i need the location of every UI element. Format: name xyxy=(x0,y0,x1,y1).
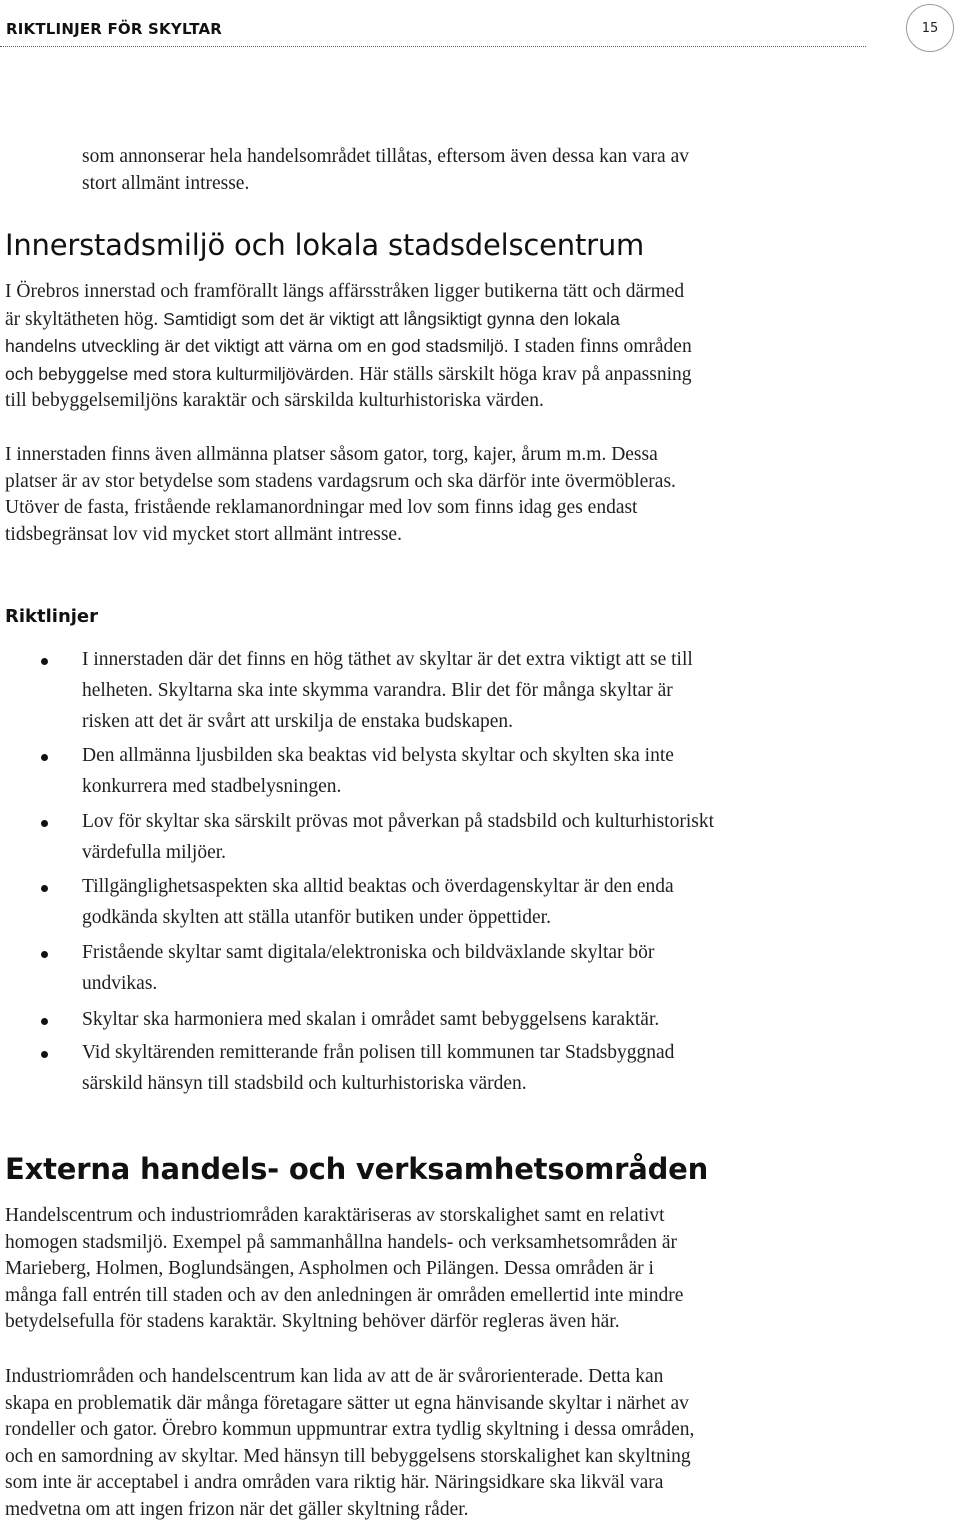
bullet-dot xyxy=(41,754,48,761)
paragraph-line: tidsbegränsat lov vid mycket stort allmänt intresse. xyxy=(5,523,402,545)
paragraph-line: medvetna om att ingen frizon när det gäller skyltning råder. xyxy=(5,1498,469,1520)
paragraph-line xyxy=(5,333,692,361)
guideline-line: Lov för skyltar ska särskilt prövas mot påverkan på stadsbild och kulturhistoriskt xyxy=(82,811,715,832)
paragraph-line: många fall entrén till staden och av den anledningen är områden emellertid inte mindre xyxy=(5,1284,684,1306)
paragraph-line: Industriområden och handelscentrum kan lida av att de är svårorienterade. Detta kan xyxy=(5,1366,664,1387)
paragraph-fragment: Samtidigt som det är viktigt att långsiktigt gynna den lokala xyxy=(163,308,620,329)
guideline-line: undvikas. xyxy=(82,973,158,994)
guideline-line: konkurrera med stadbelysningen. xyxy=(82,776,342,797)
running-header-title: RIKTLINJER FÖR SKYLTAR xyxy=(6,20,223,38)
bullet-dot xyxy=(41,658,48,665)
paragraph-fragment: och bebyggelse med stora kulturmiljövärden. xyxy=(5,363,355,384)
guideline-text xyxy=(82,1004,659,1035)
paragraph-line: skapa en problematik där många företagare sätter ut egna hänvisande skyltar i närhet av xyxy=(5,1392,689,1414)
guideline-line: godkända skylten att ställa utanför butiken under öppettider. xyxy=(82,907,551,928)
guideline-line: Tillgänglighetsaspekten ska alltid beaktas och överdagenskyltar är den enda xyxy=(82,876,674,897)
guideline-line: I innerstaden där det finns en hög täthet av skyltar är det extra viktigt att se till xyxy=(82,649,693,670)
guideline-line: Den allmänna ljusbilden ska beaktas vid belysta skyltar och skylten ska inte xyxy=(82,745,674,766)
intro-line: stort allmänt intresse. xyxy=(82,172,250,194)
bullet-dot xyxy=(41,1051,48,1058)
guidelines-heading: Riktlinjer xyxy=(5,606,99,627)
section-heading-externa: Externa handels- och verksamhetsområden xyxy=(5,1152,709,1186)
paragraph-line: rondeller och gator. Örebro kommun uppmuntrar extra tydlig skyltning i dessa områden, xyxy=(5,1419,695,1440)
guideline-text xyxy=(82,871,674,933)
paragraph-fragment: handelns utveckling är det viktigt att värna om en god stadsmiljö. xyxy=(5,336,509,356)
paragraph-line xyxy=(5,361,692,389)
guideline-line: Skyltar ska harmoniera med skalan i området samt bebyggelsens karaktär. xyxy=(82,1009,660,1030)
paragraph-line: platser är av stor betydelse som stadens vardagsrum och ska därför inte övermöbleras. xyxy=(5,470,676,492)
paragraph-line: homogen stadsmiljö. Exempel på sammanhållna handels- och verksamhetsområden är xyxy=(5,1231,678,1253)
guideline-line: helheten. Skyltarna ska inte skymma varandra. Blir det för många skyltar är xyxy=(82,680,673,701)
page-header xyxy=(0,0,960,60)
guideline-line: Fristående skyltar samt digitala/elektroniska och bildväxlande skyltar bör xyxy=(82,942,655,963)
section-heading-innerstad: Innerstadsmiljö och lokala stadsdelscentrum xyxy=(5,228,645,262)
guideline-text xyxy=(82,1037,674,1099)
externa-paragraph-2 xyxy=(5,1364,694,1523)
innerstad-paragraph-1 xyxy=(5,279,692,415)
guideline-line: risken att det är svårt att urskilja de enstaka budskapen. xyxy=(82,711,514,732)
header-divider xyxy=(0,46,866,47)
paragraph-fragment: Här ställs särskilt höga krav på anpassning xyxy=(359,363,692,385)
guideline-line: värdefulla miljöer. xyxy=(82,842,227,863)
intro-paragraph xyxy=(82,144,689,197)
guideline-text xyxy=(82,644,693,737)
paragraph-line: betydelsefulla för stadens karaktär. Skyltning behöver därför regleras även här. xyxy=(5,1311,620,1332)
bullet-dot xyxy=(41,820,48,827)
paragraph-line: Utöver de fasta, fristående reklamanordningar med lov som finns idag ges endast xyxy=(5,497,638,518)
bullet-dot xyxy=(41,885,48,892)
guideline-text xyxy=(82,937,654,999)
page-number: 15 xyxy=(921,20,939,36)
guideline-line: särskild hänsyn till stadsbild och kulturhistoriska värden. xyxy=(82,1073,527,1094)
bullet-dot xyxy=(41,951,48,958)
paragraph-line: I Örebros innerstad och framförallt längs affärsstråken ligger butikerna tätt och därmed xyxy=(5,281,685,302)
paragraph-line: I innerstaden finns även allmänna platser såsom gator, torg, kajer, årum m.m. Dessa xyxy=(5,444,658,465)
paragraph-line: Marieberg, Holmen, Boglundsängen, Aspholmen och Pilängen. Dessa områden är i xyxy=(5,1258,654,1279)
guideline-line: Vid skyltärenden remitterande från polisen till kommunen tar Stadsbyggnad xyxy=(82,1042,675,1063)
paragraph-line xyxy=(5,306,692,334)
paragraph-fragment: I staden finns områden xyxy=(513,336,692,357)
bullet-dot xyxy=(41,1018,48,1025)
guideline-text xyxy=(82,806,714,868)
externa-paragraph-1 xyxy=(5,1203,683,1336)
paragraph-line: och en samordning av skyltar. Med hänsyn till bebyggelsens storskalighet kan skyltning xyxy=(5,1445,691,1467)
paragraph-line: Handelscentrum och industriområden karaktäriseras av storskalighet samt en relativt xyxy=(5,1205,665,1226)
guideline-text xyxy=(82,740,674,802)
intro-line: som annonserar hela handelsområdet tillåtas, eftersom även dessa kan vara av xyxy=(82,146,689,167)
paragraph-fragment: är skyltätheten hög. xyxy=(5,308,159,330)
paragraph-line: till bebyggelsemiljöns karaktär och särskilda kulturhistoriska värden. xyxy=(5,390,544,411)
innerstad-paragraph-2 xyxy=(5,442,676,548)
paragraph-line: som inte är acceptabel i andra områden vara riktig här. Näringsidkare ska likväl vara xyxy=(5,1472,664,1493)
page-number-badge xyxy=(906,4,954,52)
